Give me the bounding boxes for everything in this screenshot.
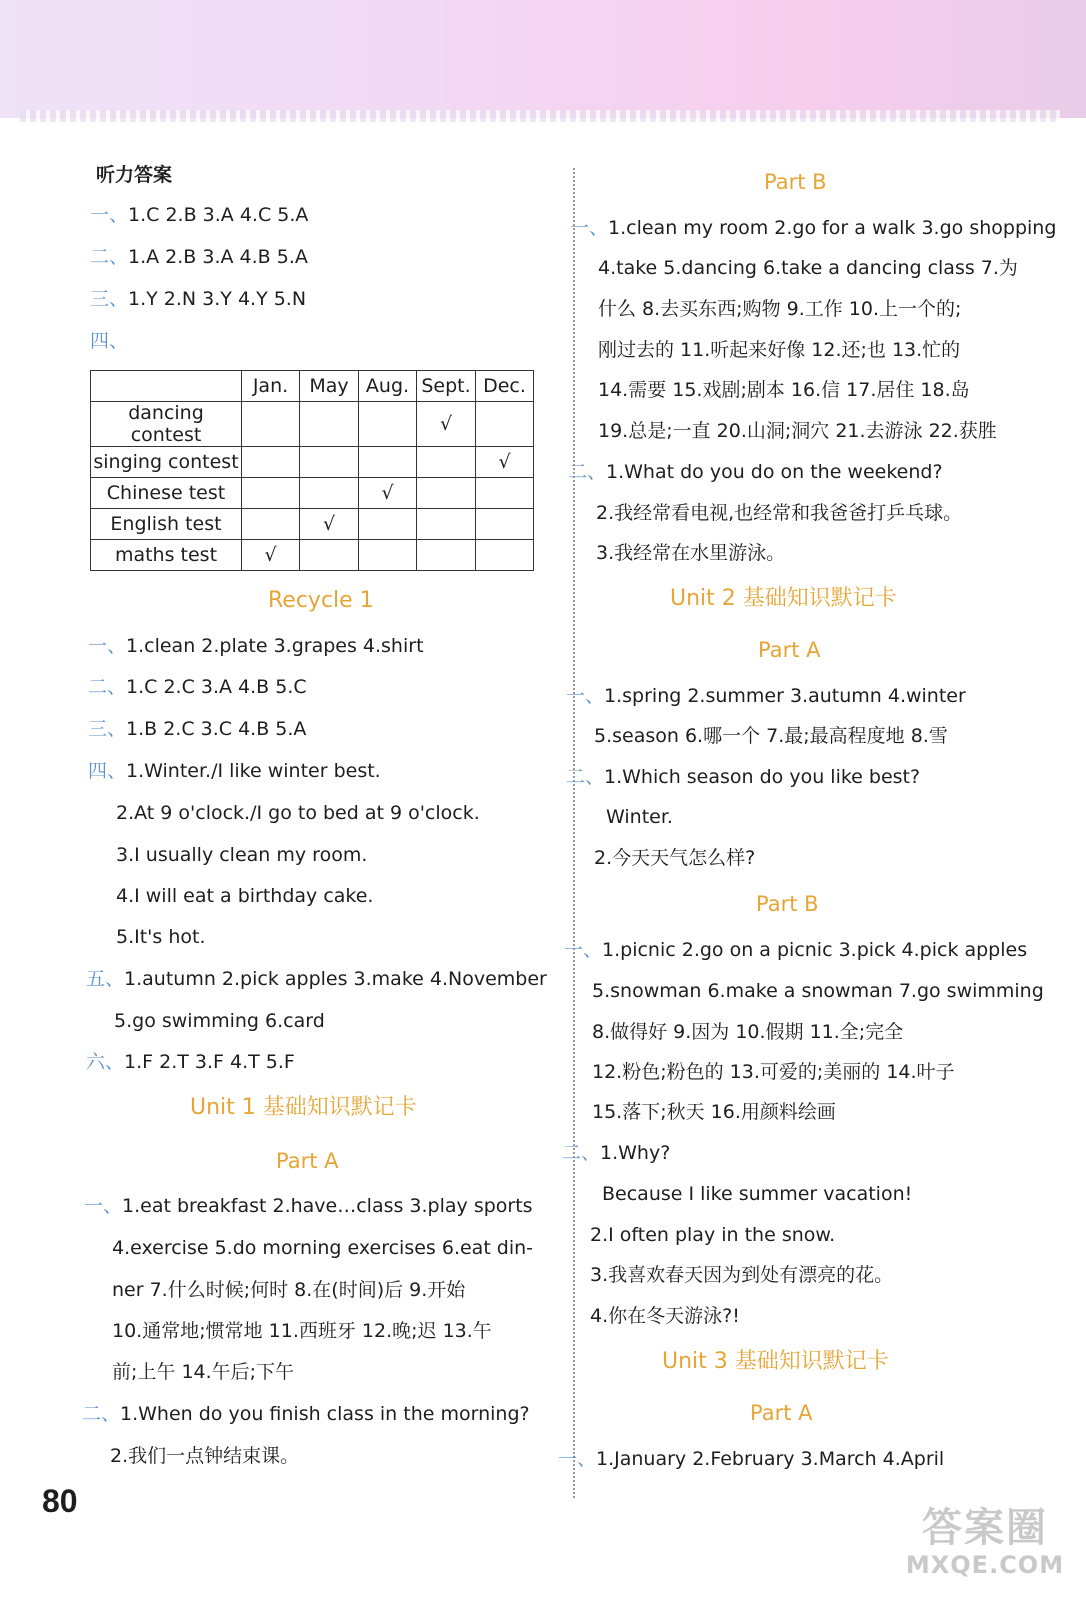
answer-line: 一、1.clean my room 2.go for a walk 3.go shopping: [570, 217, 1057, 239]
answer-line: 二、1.Which season do you like best?: [566, 766, 921, 788]
answer-line: 3.I usually clean my room.: [116, 844, 368, 866]
table-cell: [359, 402, 417, 447]
table-cell: [300, 478, 359, 509]
answer-line: 什么 8.去买东西;购物 9.工作 10.上一个的;: [598, 298, 962, 320]
answer-line: 5.season 6.哪一个 7.最;最高程度地 8.雪: [594, 725, 948, 747]
table-cell: [476, 478, 534, 509]
answer-line: 一、1.spring 2.summer 3.autumn 4.winter: [566, 685, 966, 707]
answer-line: 4.exercise 5.do morning exercises 6.eat din-: [112, 1237, 534, 1259]
answer-line: 一、1.clean 2.plate 3.grapes 4.shirt: [88, 635, 424, 657]
unit1-part-a-heading: Part A: [276, 1149, 339, 1173]
table-header-cell: Dec.: [476, 371, 534, 402]
table-header-cell: Jan.: [242, 371, 300, 402]
table-row-label: maths test: [91, 540, 242, 571]
listening-answers-title: 听力答案: [96, 164, 173, 186]
answer-line: 14.需要 15.戏剧;剧本 16.信 17.居住 18.岛: [598, 379, 970, 401]
table-cell: [242, 447, 300, 478]
part-b-heading: Part B: [764, 170, 827, 194]
table-row-label: singing contest: [91, 447, 242, 478]
table-row-label: Chinese test: [91, 478, 242, 509]
answer-line: 19.总是;一直 20.山洞;洞穴 21.去游泳 22.获胜: [598, 420, 997, 442]
answer-line: 2.我经常看电视,也经常和我爸爸打乒乓球。: [596, 502, 963, 524]
answer-line: 五、1.autumn 2.pick apples 3.make 4.November: [86, 968, 547, 990]
answer-line: 12.粉色;粉色的 13.可爱的;美丽的 14.叶子: [592, 1061, 955, 1083]
table-row-label: dancing contest: [91, 402, 242, 447]
table-cell: [242, 402, 300, 447]
table-cell: [417, 540, 476, 571]
answer-line: 一、1.C 2.B 3.A 4.C 5.A: [90, 204, 309, 226]
check-mark: √: [476, 447, 534, 478]
answer-line: 二、1.A 2.B 3.A 4.B 5.A: [90, 246, 308, 268]
answer-line: 10.通常地;惯常地 11.西班牙 12.晚;迟 13.午: [112, 1320, 492, 1342]
answer-line: 一、1.eat breakfast 2.have…class 3.play sports: [84, 1195, 533, 1217]
answer-line: 一、1.January 2.February 3.March 4.April: [558, 1448, 945, 1470]
table-row: [91, 478, 534, 509]
table-header-cell: Sept.: [417, 371, 476, 402]
answer-line: 二、1.When do you finish class in the morning?: [82, 1403, 530, 1425]
answer-line: Winter.: [606, 806, 673, 828]
table-header-cell: [91, 371, 242, 402]
watermark-bottom-text: MXQE.COM: [905, 1551, 1065, 1579]
table-cell: [359, 540, 417, 571]
answer-line: 4.take 5.dancing 6.take a dancing class 7.为: [598, 257, 1018, 279]
answer-line: 5.go swimming 6.card: [114, 1010, 325, 1032]
banner-edge: [20, 110, 1060, 122]
table-row: [91, 540, 534, 571]
table-cell: [300, 447, 359, 478]
unit2-part-a-heading: Part A: [758, 638, 821, 662]
table-row: [91, 509, 534, 540]
answer-line: 一、1.picnic 2.go on a picnic 3.pick 4.pick apples: [564, 939, 1028, 961]
answer-line: 2.我们一点钟结束课。: [110, 1445, 300, 1467]
table-row: [91, 447, 534, 478]
table-cell: [476, 540, 534, 571]
answer-line: 4.I will eat a birthday cake.: [116, 885, 374, 907]
table-header-row: [91, 371, 534, 402]
answer-line: 3.我经常在水里游泳。: [596, 542, 786, 564]
table-cell: [242, 509, 300, 540]
unit3-part-a-heading: Part A: [750, 1401, 813, 1425]
check-mark: √: [417, 402, 476, 447]
answer-line: 二、1.Why?: [562, 1142, 671, 1164]
watermark-top-text: 答案圈: [922, 1505, 1048, 1551]
answer-line: Because I like summer vacation!: [602, 1183, 913, 1205]
table-cell: [359, 509, 417, 540]
answer-line: 前;上午 14.午后;下午: [112, 1361, 295, 1383]
table-row-label: English test: [91, 509, 242, 540]
unit1-heading: Unit 1 基础知识默记卡: [190, 1095, 417, 1120]
check-mark: √: [359, 478, 417, 509]
table-header-cell: Aug.: [359, 371, 417, 402]
table-header-cell: May: [300, 371, 359, 402]
check-mark: √: [242, 540, 300, 571]
answer-line: 3.我喜欢春天因为到处有漂亮的花。: [590, 1264, 894, 1286]
answer-line: 四、: [90, 330, 129, 352]
page-number: 80: [42, 1483, 78, 1519]
schedule-table: [90, 370, 534, 571]
answer-line: 二、1.What do you do on the weekend?: [568, 461, 943, 483]
table-cell: [476, 509, 534, 540]
table-row: [91, 402, 534, 447]
table-cell: [300, 402, 359, 447]
column-divider: [573, 168, 575, 1498]
table-cell: [242, 478, 300, 509]
answer-line: 4.你在冬天游泳?!: [590, 1305, 740, 1327]
check-mark: √: [300, 509, 359, 540]
table-cell: [417, 478, 476, 509]
unit3-heading: Unit 3 基础知识默记卡: [662, 1349, 889, 1374]
answer-line: 8.做得好 9.因为 10.假期 11.全;完全: [592, 1021, 904, 1043]
answer-line: 三、1.B 2.C 3.C 4.B 5.A: [88, 718, 307, 740]
recycle-heading: Recycle 1: [268, 588, 374, 613]
answer-line: 5.snowman 6.make a snowman 7.go swimming: [592, 980, 1044, 1002]
answer-line: 15.落下;秋天 16.用颜料绘画: [592, 1101, 836, 1123]
answer-line: 四、1.Winter./I like winter best.: [88, 760, 381, 782]
answer-line: 二、1.C 2.C 3.A 4.B 5.C: [88, 676, 307, 698]
table-cell: [417, 447, 476, 478]
answer-line: 5.It's hot.: [116, 926, 206, 948]
table-cell: [359, 447, 417, 478]
answer-line: 2.今天天气怎么样?: [594, 847, 756, 869]
table-cell: [300, 540, 359, 571]
table-cell: [417, 509, 476, 540]
answer-line: 三、1.Y 2.N 3.Y 4.Y 5.N: [90, 288, 307, 310]
answer-line: 2.I often play in the snow.: [590, 1224, 836, 1246]
answer-line: 刚过去的 11.听起来好像 12.还;也 13.忙的: [598, 339, 961, 361]
answer-line: 2.At 9 o'clock./I go to bed at 9 o'clock.: [116, 802, 480, 824]
watermark-logo: [905, 1505, 1065, 1595]
table-cell: [476, 402, 534, 447]
answer-line: 六、1.F 2.T 3.F 4.T 5.F: [86, 1051, 295, 1073]
answer-line: ner 7.什么时候;何时 8.在(时间)后 9.开始: [112, 1279, 466, 1301]
header-banner: [0, 0, 1086, 118]
unit2-part-b-heading: Part B: [756, 892, 819, 916]
unit2-heading: Unit 2 基础知识默记卡: [670, 586, 897, 611]
